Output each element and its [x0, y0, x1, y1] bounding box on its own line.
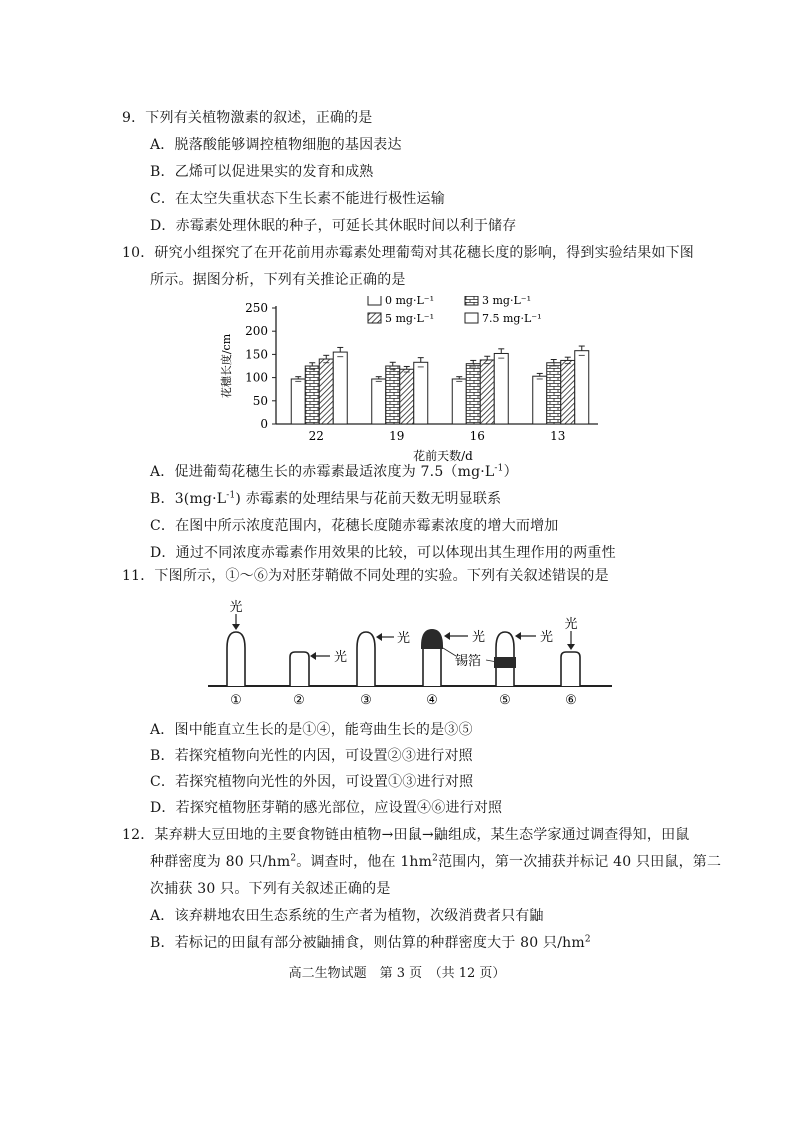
- q11-stem: 11．下图所示，①～⑥为对胚芽鞘做不同处理的实验。下列有关叙述错误的是: [122, 568, 609, 584]
- legend-label: 7.5 mg·L⁻¹: [482, 312, 542, 325]
- arrowhead-4: [444, 632, 450, 640]
- q10-option-b-sup: -1: [226, 490, 236, 501]
- q10-option-a: [150, 462, 518, 482]
- label-6: ⑥: [565, 693, 577, 708]
- q12-stem-line2-b: 。调查时，他在 1hm: [296, 854, 433, 870]
- legend-label: 3 mg·L⁻¹: [482, 296, 531, 307]
- q9-option-d: D．赤霉素处理休眠的种子，可延长其休眠时间以利于储存: [150, 218, 517, 234]
- bar: [305, 366, 319, 424]
- q10-option-a-text: A．促进葡萄花穗生长的赤霉素最适浓度为 7.5（mg·L: [150, 464, 495, 480]
- foil-label: 锡箔: [455, 654, 482, 669]
- bar: [372, 379, 386, 424]
- q12-stem-line1: 12．某弃耕大豆田地的主要食物链由植物→田鼠→鼬组成，某生态学家通过调查得知，田鼠: [122, 827, 690, 843]
- q10-stem-line1: 10．研究小组探究了在开花前用赤霉素处理葡萄对其花穗长度的影响，得到实验结果如下图: [122, 245, 695, 261]
- legend-swatch: [368, 313, 381, 323]
- y-tick-label: 200: [245, 324, 268, 339]
- label-2: ②: [293, 693, 305, 708]
- q12-stem-line2: [150, 852, 721, 872]
- light-label-2: 光: [334, 650, 348, 665]
- q12-option-b: [150, 933, 591, 953]
- q12-option-b-sup: 2: [584, 934, 591, 945]
- x-tick-label: 13: [550, 429, 566, 443]
- q11-option-a: A．图中能直立生长的是①④，能弯曲生长的是③⑤: [150, 722, 473, 738]
- bar: [466, 364, 480, 424]
- x-axis-label: 花前天数/d: [413, 449, 473, 463]
- bar: [547, 363, 561, 424]
- bar: [333, 352, 347, 424]
- light-label-5: 光: [540, 630, 554, 645]
- coleoptile-5: [494, 629, 553, 708]
- label-4: ④: [426, 693, 438, 708]
- arrowhead-5: [515, 632, 521, 640]
- q12-stem-line2-c: 范围内，第一次捕获并标记 40 只田鼠，第二: [438, 854, 722, 870]
- q12-option-a: A．该弃耕地农田生态系统的生产者为植物，次级消费者只有鼬: [150, 908, 544, 924]
- bar: [533, 376, 547, 424]
- q9-stem: 9．下列有关植物激素的叙述，正确的是: [122, 110, 373, 126]
- bar: [400, 369, 414, 424]
- y-tick-label: 50: [252, 393, 268, 408]
- q10-option-c: C．在图中所示浓度范围内，花穗长度随赤霉素浓度的增大而增加: [150, 518, 559, 534]
- legend-label: 5 mg·L⁻¹: [385, 312, 434, 325]
- light-label-1: 光: [229, 600, 243, 615]
- arrowhead-6: [567, 644, 575, 650]
- bar: [291, 379, 305, 424]
- bar: [494, 353, 508, 424]
- legend-swatch: [465, 313, 478, 323]
- y-tick-label: 250: [245, 301, 268, 315]
- foil-band-5: [494, 657, 516, 668]
- legend-label: 0 mg·L⁻¹: [385, 296, 434, 307]
- label-3: ③: [360, 693, 372, 708]
- bar: [386, 366, 400, 424]
- q10-option-b-end: ) 赤霉素的处理结果与花前天数无明显联系: [235, 491, 502, 507]
- page-footer: 高二生物试题 第 3 页 （共 12 页）: [288, 966, 506, 981]
- x-tick-label: 16: [469, 429, 485, 443]
- bar: [561, 360, 575, 424]
- q12-sup-1: 2: [290, 853, 297, 864]
- coleoptile-6: [561, 616, 580, 708]
- q9-option-b: B．乙烯可以促进果实的发育和成熟: [150, 164, 374, 180]
- bar: [452, 379, 466, 424]
- q10-option-a-sup: -1: [494, 463, 504, 474]
- legend-swatch: [368, 296, 381, 305]
- light-label-3: 光: [397, 631, 411, 646]
- q12-sup-2: 2: [432, 853, 439, 864]
- q12-stem-line2-a: 种群密度为 80 只/hm: [150, 854, 291, 870]
- q10-option-b-text: B．3(mg·L: [150, 491, 227, 507]
- light-label-4: 光: [472, 630, 486, 645]
- x-tick-label: 19: [389, 429, 405, 443]
- label-5: ⑤: [499, 693, 511, 708]
- q12-stem-line3: 次捕获 30 只。下列有关叙述正确的是: [150, 881, 391, 897]
- foil-pointer-4: [443, 648, 456, 656]
- coleoptile-3: [357, 630, 410, 708]
- bar: [414, 362, 428, 424]
- coleoptile-2: [290, 649, 347, 708]
- label-1: ①: [230, 693, 242, 708]
- q10-option-a-end: ）: [503, 464, 518, 480]
- q11-option-c: C．若探究植物向光性的外因，可设置①③进行对照: [150, 774, 474, 790]
- bar: [319, 359, 333, 424]
- x-tick-label: 22: [308, 429, 324, 443]
- arrowhead-2: [310, 652, 316, 660]
- y-tick-label: 150: [245, 347, 268, 362]
- q9-option-c: C．在太空失重状态下生长素不能进行极性运输: [150, 191, 445, 207]
- arrowhead-1: [232, 624, 240, 630]
- bar: [575, 351, 589, 424]
- q10-option-b: [150, 489, 501, 509]
- q9-option-a: A．脱落酸能够调控植物细胞的基因表达: [150, 137, 402, 153]
- y-tick-label: 0: [260, 417, 268, 431]
- q10-option-d: D．通过不同浓度赤霉素作用效果的比较，可以体现出其生理作用的两重性: [150, 545, 616, 561]
- y-tick-label: 100: [245, 370, 268, 385]
- bar-chart: [200, 296, 600, 464]
- coleoptile-diagram: [200, 596, 620, 708]
- foil-cap-4: [421, 629, 443, 649]
- bar: [480, 360, 494, 424]
- q12-option-b-text: B．若标记的田鼠有部分被鼬捕食，则估算的种群密度大于 80 只/hm: [150, 935, 585, 951]
- light-label-6: 光: [564, 617, 578, 632]
- y-axis-label: 花穗长度/cm: [220, 333, 233, 399]
- arrowhead-3: [376, 633, 382, 641]
- legend-swatch: [465, 296, 478, 305]
- coleoptile-1: [227, 599, 245, 708]
- q11-option-d: D．若探究植物胚芽鞘的感光部位，应设置④⑥进行对照: [150, 800, 503, 816]
- q10-stem-line2: 所示。据图分析，下列有关推论正确的是: [150, 272, 406, 288]
- q11-option-b: B．若探究植物向光性的内因，可设置②③进行对照: [150, 748, 473, 764]
